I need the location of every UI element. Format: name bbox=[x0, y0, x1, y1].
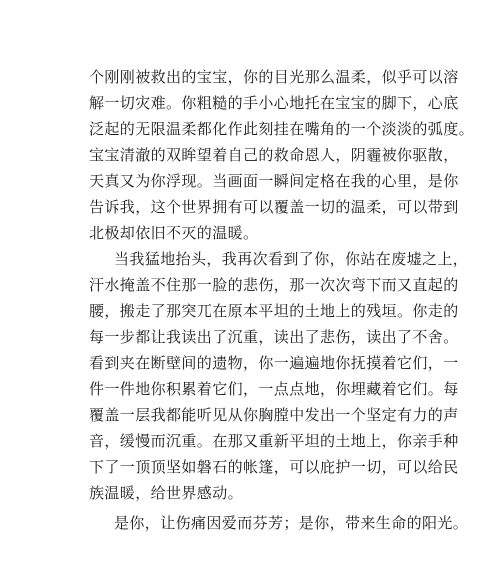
paragraph-start-line: 当我猛地抬头，我再次看到了你，你站在废墟之上， bbox=[114, 250, 469, 268]
text-line: 告诉我，这个世界拥有可以覆盖一切的温柔，可以带到 bbox=[89, 198, 459, 216]
text-line: 每一步都让我读出了沉重，读出了悲伤，读出了不舍。 bbox=[89, 328, 459, 346]
text-line: 泛起的无限温柔都化作此刻挂在嘴角的一个淡淡的弧度。 bbox=[89, 120, 475, 138]
text-line: 个刚刚被救出的宝宝，你的目光那么温柔，似乎可以溶 bbox=[89, 68, 459, 86]
text-line: 汗水掩盖不住那一脸的悲伤，那一次次弯下而又直起的 bbox=[89, 276, 459, 294]
text-line: 宝宝清澈的双眸望着自己的救命恩人，阴霾被你驱散， bbox=[89, 146, 459, 164]
text-line: 腰，搬走了那突兀在原本平坦的土地上的残垣。你走的 bbox=[89, 302, 459, 320]
text-line: 下了一顶顶坚如磐石的帐篷，可以庇护一切，可以给民 bbox=[89, 458, 459, 476]
text-line: 件一件地你积累着它们，一点点地，你埋藏着它们。每 bbox=[89, 380, 459, 398]
text-line: 音，缓慢而沉重。在那又重新平坦的土地上，你亲手种 bbox=[89, 432, 459, 450]
text-line: 覆盖一层我都能听见从你胸膛中发出一个坚定有力的声 bbox=[89, 406, 459, 424]
text-line: 天真又为你浮现。当画面一瞬间定格在我的心里，是你 bbox=[89, 172, 459, 190]
text-line: 北极却依旧不灭的温暖。 bbox=[89, 224, 259, 242]
text-line: 看到夹在断壁间的遗物，你一遍遍地你抚摸着它们，一 bbox=[89, 354, 459, 372]
text-line: 族温暖，给世界感动。 bbox=[89, 484, 244, 502]
paragraph-start-line: 是你，让伤痛因爱而芬芳；是你，带来生命的阳光。 bbox=[114, 514, 469, 532]
text-line: 解一切灾难。你粗糙的手小心地托在宝宝的脚下，心底 bbox=[89, 94, 459, 112]
